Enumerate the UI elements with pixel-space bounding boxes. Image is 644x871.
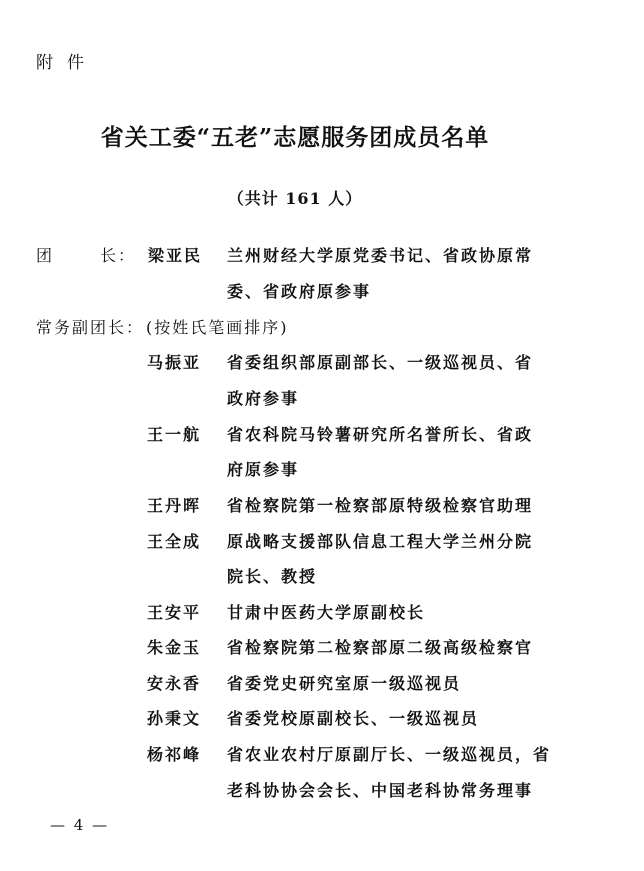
- leader-name: 梁亚民: [148, 246, 203, 265]
- member-name: 杨祁峰: [147, 745, 202, 764]
- vice-section-note: (按姓氏笔画排序): [146, 318, 289, 337]
- member-name: 马振亚: [147, 353, 202, 372]
- page-subtitle: （共计 161 人）: [227, 189, 363, 208]
- member-desc-line: 省农业农村厅原副厅长、一级巡视员，省: [227, 745, 552, 764]
- member-name: 安永香: [147, 674, 202, 693]
- member-desc-line: 府原参事: [227, 460, 300, 479]
- member-name: 孙秉文: [147, 709, 202, 728]
- vice-section-label: 常务副团长：: [36, 318, 145, 337]
- member-desc-line: 省委党校原副校长、一级巡视员: [227, 709, 480, 728]
- member-desc-line: 老科协协会会长、中国老科协常务理事: [227, 781, 534, 800]
- member-desc-line: 省检察院第一检察部原特级检察官助理: [227, 496, 534, 515]
- member-desc-line: 省农科院马铃薯研究所名誉所长、省政: [227, 425, 534, 444]
- member-desc-line: 甘肃中医药大学原副校长: [227, 603, 426, 622]
- leader-role: [36, 246, 136, 266]
- member-name: 朱金玉: [147, 638, 202, 657]
- member-desc-line: 政府参事: [227, 389, 300, 408]
- leader-role-char2: 长：: [99, 246, 136, 265]
- leader-desc-line1: 兰州财经大学原党委书记、省政协原常: [227, 246, 534, 265]
- member-name: 王全成: [147, 532, 202, 551]
- page-title: 省关工委“五老”志愿服务团成员名单: [100, 124, 490, 151]
- attachment-label: 附件: [36, 53, 98, 73]
- member-name: 王一航: [147, 425, 202, 444]
- leader-desc-line2: 委、省政府原参事: [227, 282, 372, 301]
- member-name: 王安平: [147, 603, 202, 622]
- member-desc-line: 原战略支援部队信息工程大学兰州分院: [227, 532, 534, 551]
- member-desc-line: 省检察院第二检察部原二级高级检察官: [227, 638, 534, 657]
- member-desc-line: 院长、教授: [227, 567, 318, 586]
- leader-role-char1: 团: [36, 246, 55, 265]
- member-name: 王丹晖: [147, 496, 202, 515]
- page-number: — 4 —: [50, 816, 110, 834]
- member-desc-line: 省委党史研究室原一级巡视员: [227, 674, 462, 693]
- member-desc-line: 省委组织部原副部长、一级巡视员、省: [227, 353, 534, 372]
